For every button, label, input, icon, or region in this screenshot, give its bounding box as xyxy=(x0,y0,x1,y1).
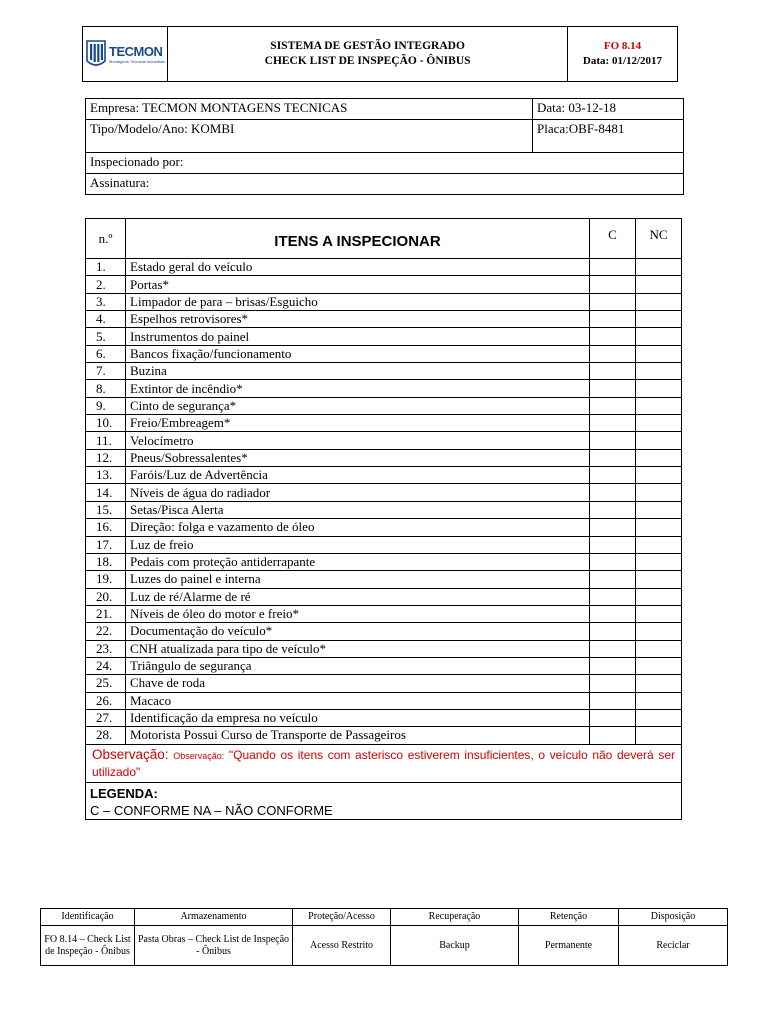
item-label: Chave de roda xyxy=(126,675,590,692)
item-number: 3. xyxy=(86,293,126,310)
item-number: 23. xyxy=(86,640,126,657)
item-nc-check[interactable] xyxy=(636,397,682,414)
observation-label: Observação: xyxy=(92,746,169,762)
footer-value-armazenamento: Pasta Obras – Check List de Inspeção - Ônibus xyxy=(135,926,293,966)
item-c-check[interactable] xyxy=(590,432,636,449)
item-label: Instrumentos do painel xyxy=(126,328,590,345)
item-number: 5. xyxy=(86,328,126,345)
item-number: 15. xyxy=(86,501,126,518)
footer-value-row xyxy=(41,926,728,966)
item-c-check[interactable] xyxy=(590,657,636,674)
item-nc-check[interactable] xyxy=(636,571,682,588)
checklist-row xyxy=(86,519,682,536)
item-nc-check[interactable] xyxy=(636,519,682,536)
item-number: 18. xyxy=(86,553,126,570)
legend xyxy=(86,782,682,819)
item-number: 7. xyxy=(86,363,126,380)
item-c-check[interactable] xyxy=(590,588,636,605)
item-nc-check[interactable] xyxy=(636,657,682,674)
item-c-check[interactable] xyxy=(590,692,636,709)
item-number: 10. xyxy=(86,415,126,432)
item-number: 25. xyxy=(86,675,126,692)
item-number: 26. xyxy=(86,692,126,709)
item-c-check[interactable] xyxy=(590,571,636,588)
footer-header-row xyxy=(41,909,728,926)
item-number: 27. xyxy=(86,709,126,726)
item-label: Direção: folga e vazamento de óleo xyxy=(126,519,590,536)
item-label: Triângulo de segurança xyxy=(126,657,590,674)
title-line-2: CHECK LIST DE INSPEÇÃO - ÔNIBUS xyxy=(264,55,471,67)
item-nc-check[interactable] xyxy=(636,293,682,310)
item-label: Bancos fixação/funcionamento xyxy=(126,345,590,362)
info-table xyxy=(85,98,684,195)
item-label: Estado geral do veículo xyxy=(126,259,590,276)
footer-table xyxy=(40,908,728,966)
checklist-row xyxy=(86,432,682,449)
item-nc-check[interactable] xyxy=(636,623,682,640)
item-label: Luz de freio xyxy=(126,536,590,553)
item-label: Buzina xyxy=(126,363,590,380)
item-nc-check[interactable] xyxy=(636,588,682,605)
item-c-check[interactable] xyxy=(590,623,636,640)
item-label: Luzes do painel e interna xyxy=(126,571,590,588)
checklist-row xyxy=(86,536,682,553)
item-number: 13. xyxy=(86,467,126,484)
checklist-row xyxy=(86,588,682,605)
item-number: 8. xyxy=(86,380,126,397)
item-label: Pneus/Sobressalentes* xyxy=(126,449,590,466)
item-nc-check[interactable] xyxy=(636,484,682,501)
item-nc-check[interactable] xyxy=(636,501,682,518)
footer-header-armazenamento: Armazenamento xyxy=(135,909,293,926)
item-nc-check[interactable] xyxy=(636,467,682,484)
item-number: 1. xyxy=(86,259,126,276)
item-nc-check[interactable] xyxy=(636,675,682,692)
col-items-header: ITENS A INSPECIONAR xyxy=(126,219,590,259)
document-header xyxy=(82,26,678,82)
item-nc-check[interactable] xyxy=(636,311,682,328)
item-c-check[interactable] xyxy=(590,380,636,397)
item-nc-check[interactable] xyxy=(636,605,682,622)
col-number-header: n.º xyxy=(86,219,126,259)
legend-title: LEGENDA: xyxy=(90,785,158,801)
col-c-header: C xyxy=(590,219,636,259)
observation-small-label: Observação: xyxy=(173,750,225,761)
item-label: Níveis de óleo do motor e freio* xyxy=(126,605,590,622)
item-c-check[interactable] xyxy=(590,605,636,622)
item-nc-check[interactable] xyxy=(636,536,682,553)
checklist-row xyxy=(86,640,682,657)
item-label: Macaco xyxy=(126,692,590,709)
observation-note xyxy=(86,744,682,782)
item-c-check[interactable] xyxy=(590,640,636,657)
col-nc-header: NC xyxy=(636,219,682,259)
item-c-check[interactable] xyxy=(590,501,636,518)
checklist-row xyxy=(86,380,682,397)
item-c-check[interactable] xyxy=(590,536,636,553)
item-number: 24. xyxy=(86,657,126,674)
item-number: 21. xyxy=(86,605,126,622)
checklist-table xyxy=(85,218,682,820)
item-label: Cinto de segurança* xyxy=(126,397,590,414)
placa-field[interactable]: Placa:OBF-8481 xyxy=(533,120,684,153)
checklist-row xyxy=(86,276,682,293)
legend-row xyxy=(86,782,682,819)
footer-header-recuperacao: Recuperação xyxy=(391,909,519,926)
checklist-row xyxy=(86,553,682,570)
checklist-row xyxy=(86,484,682,501)
item-label: Pedais com proteção antiderrapante xyxy=(126,553,590,570)
item-label: Limpador de para – brisas/Esguicho xyxy=(126,293,590,310)
checklist-row xyxy=(86,571,682,588)
footer-header-disposicao: Disposição xyxy=(619,909,728,926)
item-number: 11. xyxy=(86,432,126,449)
item-nc-check[interactable] xyxy=(636,553,682,570)
item-label: Faróis/Luz de Advertência xyxy=(126,467,590,484)
checklist-row xyxy=(86,727,682,744)
checklist-row xyxy=(86,623,682,640)
item-nc-check[interactable] xyxy=(636,345,682,362)
item-c-check[interactable] xyxy=(590,293,636,310)
item-nc-check[interactable] xyxy=(636,363,682,380)
item-label: Luz de ré/Alarme de ré xyxy=(126,588,590,605)
item-label: Extintor de incêndio* xyxy=(126,380,590,397)
item-number: 22. xyxy=(86,623,126,640)
footer-header-identificacao: Identificação xyxy=(41,909,135,926)
item-c-check[interactable] xyxy=(590,345,636,362)
item-c-check[interactable] xyxy=(590,415,636,432)
footer-value-disposicao: Reciclar xyxy=(619,926,728,966)
item-number: 20. xyxy=(86,588,126,605)
title-line-1: SISTEMA DE GESTÃO INTEGRADO xyxy=(270,40,465,52)
checklist-header-row xyxy=(86,219,682,259)
item-number: 9. xyxy=(86,397,126,414)
item-nc-check[interactable] xyxy=(636,692,682,709)
item-label: Velocímetro xyxy=(126,432,590,449)
item-c-check[interactable] xyxy=(590,311,636,328)
item-c-check[interactable] xyxy=(590,519,636,536)
checklist-row xyxy=(86,501,682,518)
checklist-row xyxy=(86,675,682,692)
item-label: Freio/Embreagem* xyxy=(126,415,590,432)
checklist-row xyxy=(86,363,682,380)
logo-subtitle: Montagens Técnicas Industriais xyxy=(109,58,166,64)
item-c-check[interactable] xyxy=(590,675,636,692)
item-c-check[interactable] xyxy=(590,449,636,466)
item-label: CNH atualizada para tipo de veículo* xyxy=(126,640,590,657)
item-c-check[interactable] xyxy=(590,484,636,501)
inspecionado-field[interactable]: Inspecionado por: xyxy=(86,153,684,174)
item-nc-check[interactable] xyxy=(636,640,682,657)
item-c-check[interactable] xyxy=(590,259,636,276)
footer-value-identificacao: FO 8.14 – Check List de Inspeção - Ônibus xyxy=(41,926,135,966)
item-nc-check[interactable] xyxy=(636,449,682,466)
checklist-row xyxy=(86,415,682,432)
item-number: 2. xyxy=(86,276,126,293)
item-c-check[interactable] xyxy=(590,727,636,744)
item-nc-check[interactable] xyxy=(636,276,682,293)
item-c-check[interactable] xyxy=(590,709,636,726)
date-field[interactable]: Data: 03-12-18 xyxy=(533,99,684,120)
item-nc-check[interactable] xyxy=(636,259,682,276)
item-nc-check[interactable] xyxy=(636,432,682,449)
legend-text: C – CONFORME NA – NÃO CONFORME xyxy=(90,802,333,818)
checklist-row xyxy=(86,328,682,345)
footer-value-recuperacao: Backup xyxy=(391,926,519,966)
checklist-row xyxy=(86,311,682,328)
item-nc-check[interactable] xyxy=(636,415,682,432)
checklist-row xyxy=(86,345,682,362)
document-title xyxy=(168,27,568,82)
item-nc-check[interactable] xyxy=(636,380,682,397)
observation-row xyxy=(86,744,682,782)
checklist-row xyxy=(86,657,682,674)
item-label: Setas/Pisca Alerta xyxy=(126,501,590,518)
checklist-row xyxy=(86,259,682,276)
checklist-row xyxy=(86,692,682,709)
item-c-check[interactable] xyxy=(590,397,636,414)
tipo-modelo-field[interactable]: Tipo/Modelo/Ano: KOMBI xyxy=(86,120,533,153)
item-number: 6. xyxy=(86,345,126,362)
item-c-check[interactable] xyxy=(590,328,636,345)
item-nc-check[interactable] xyxy=(636,727,682,744)
item-label: Documentação do veículo* xyxy=(126,623,590,640)
tecmon-logo-icon xyxy=(85,39,107,69)
item-c-check[interactable] xyxy=(590,467,636,484)
assinatura-field[interactable]: Assinatura: xyxy=(86,174,684,195)
item-c-check[interactable] xyxy=(590,276,636,293)
item-number: 19. xyxy=(86,571,126,588)
form-code: FO 8.14 xyxy=(603,40,642,52)
item-number: 17. xyxy=(86,536,126,553)
item-label: Identificação da empresa no veículo xyxy=(126,709,590,726)
item-number: 12. xyxy=(86,449,126,466)
item-number: 14. xyxy=(86,484,126,501)
item-c-check[interactable] xyxy=(590,553,636,570)
item-label: Níveis de água do radiador xyxy=(126,484,590,501)
checklist-row xyxy=(86,709,682,726)
item-label: Portas* xyxy=(126,276,590,293)
item-c-check[interactable] xyxy=(590,363,636,380)
form-date: Data: 01/12/2017 xyxy=(582,55,663,67)
item-number: 28. xyxy=(86,727,126,744)
form-code-cell xyxy=(568,27,678,82)
footer-header-retencao: Retenção xyxy=(519,909,619,926)
checklist-row xyxy=(86,293,682,310)
item-label: Espelhos retrovisores* xyxy=(126,311,590,328)
footer-value-retencao: Permanente xyxy=(519,926,619,966)
item-number: 4. xyxy=(86,311,126,328)
item-number: 16. xyxy=(86,519,126,536)
footer-header-protecao: Proteção/Acesso xyxy=(293,909,391,926)
item-label: Motorista Possui Curso de Transporte de Passageiros xyxy=(126,727,590,744)
footer-value-protecao: Acesso Restrito xyxy=(293,926,391,966)
checklist-row xyxy=(86,605,682,622)
checklist-row xyxy=(86,467,682,484)
logo-name: TECMON xyxy=(109,43,163,59)
logo-cell xyxy=(83,27,168,82)
observation-text: "Quando os itens com asterisco estiverem insuficientes, o veículo não deverá ser utilizado" xyxy=(92,747,675,779)
empresa-field[interactable]: Empresa: TECMON MONTAGENS TECNICAS xyxy=(86,99,533,120)
checklist-row xyxy=(86,397,682,414)
item-nc-check[interactable] xyxy=(636,328,682,345)
item-nc-check[interactable] xyxy=(636,709,682,726)
checklist-row xyxy=(86,449,682,466)
tecmon-logo xyxy=(83,37,167,71)
